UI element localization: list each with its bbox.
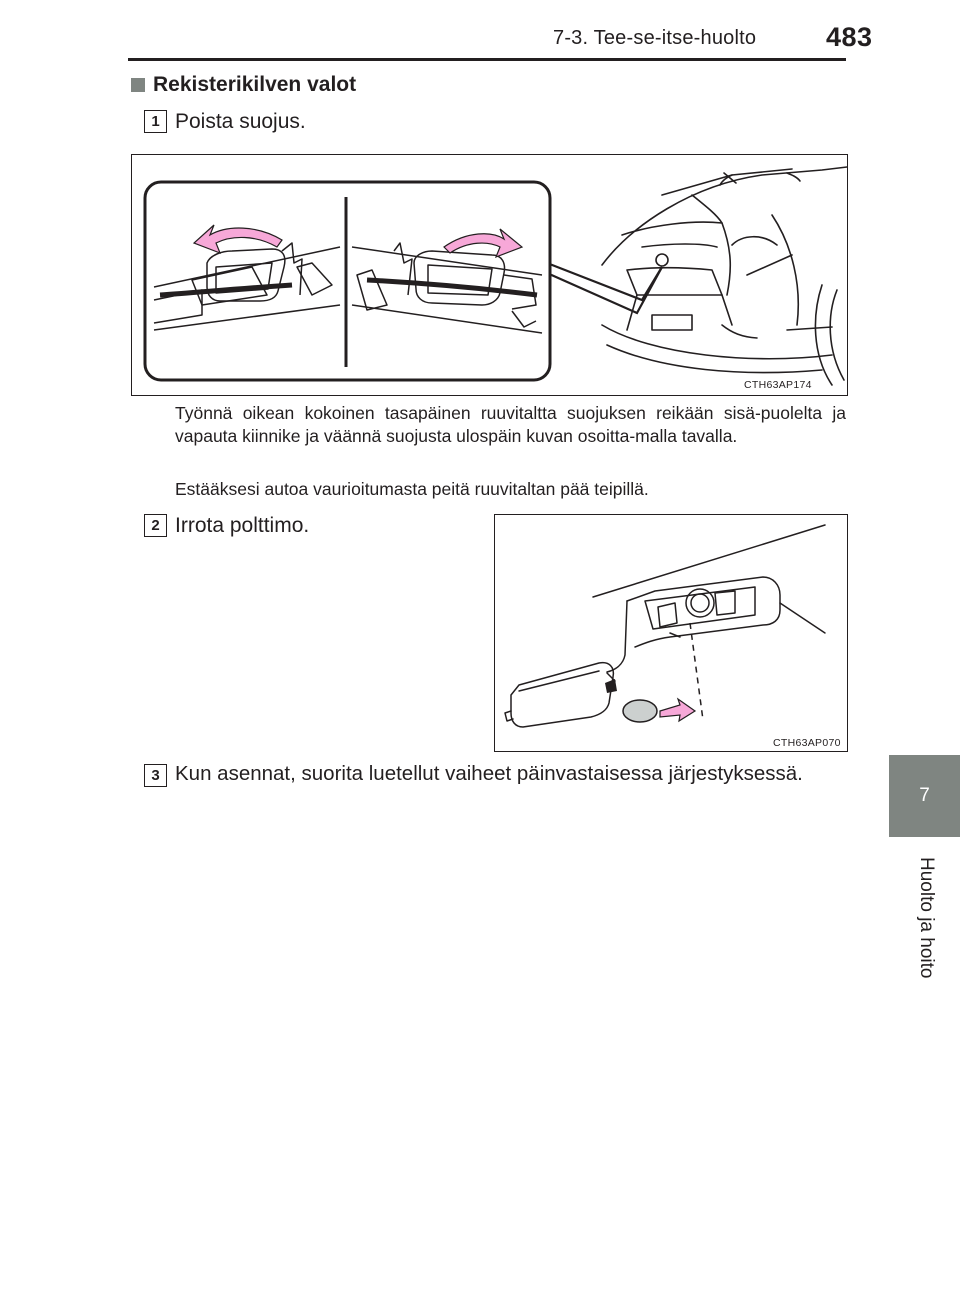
figure-remove-cover — [131, 154, 848, 396]
section-title-text: Rekisterikilven valot — [153, 73, 357, 96]
step-text-3: Kun asennat, suorita luetellut vaiheet päinvastaisessa järjestyksessä. — [175, 762, 803, 785]
step-text-1: Poista suojus. — [175, 110, 306, 133]
section-header: 7-3. Tee-se-itse-huolto — [553, 27, 757, 49]
figure-remove-bulb — [494, 514, 848, 752]
step-text-2: Irrota polttimo. — [175, 514, 310, 537]
step-number-2: 2 — [144, 514, 167, 537]
figure-code-2: CTH63AP070 — [773, 737, 841, 749]
step-1-note-1: Työnnä oikean kokoinen tasapäinen ruuvitaltta suojuksen reikään sisä-puolelta ja vapauta kiinnike ja väännä suojusta ulospäin kuvan osoitta-malla tavalla. — [175, 403, 846, 446]
step-number-1: 1 — [144, 110, 167, 133]
header-divider — [128, 58, 846, 61]
section-title — [131, 73, 356, 97]
figure-code-1: CTH63AP174 — [744, 379, 812, 391]
step-1-note-2: Estääksesi autoa vaurioitumasta peitä ruuvitaltan pää teipillä. — [175, 479, 649, 499]
chapter-title-wrap — [858, 845, 960, 979]
figure-remove-bulb-illustration — [495, 515, 847, 751]
chapter-tab: 7 — [889, 755, 960, 837]
chapter-title: Huolto ja hoito — [916, 857, 937, 979]
figure-remove-cover-illustration — [132, 155, 847, 395]
step-number-3: 3 — [144, 764, 167, 787]
page-number: 483 — [826, 22, 873, 52]
bullet-square-icon — [131, 78, 145, 92]
